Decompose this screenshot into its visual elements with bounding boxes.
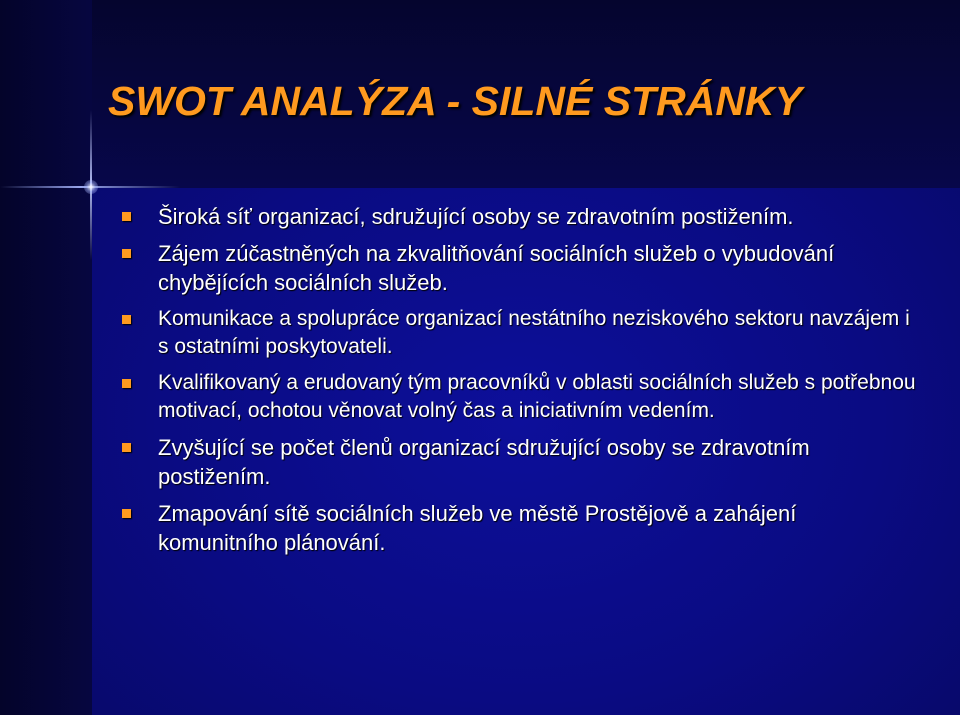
bullet-item-6	[122, 499, 922, 557]
bullet-item-3	[122, 305, 922, 361]
bullet-list	[122, 202, 922, 565]
square-bullet-icon	[122, 249, 131, 258]
square-bullet-icon	[122, 509, 131, 518]
bullet-item-5	[122, 433, 922, 491]
bullet-text: Kvalifikovaný a erudovaný tým pracovníků v oblasti sociálních služeb s potřebnou motivací, ochotou věnovat volný čas a iniciativním vedením.	[158, 371, 916, 422]
bullet-text: Zmapování sítě sociálních služeb ve městě Prostějově a zahájení komunitního plánování.	[158, 501, 797, 555]
sparkle-star-icon	[84, 180, 98, 194]
square-bullet-icon	[122, 315, 131, 324]
bullet-item-4	[122, 369, 922, 425]
slide-left-band	[0, 0, 92, 715]
bullet-text: Zvyšující se počet členů organizací sdružující osoby se zdravotním postižením.	[158, 435, 810, 489]
bullet-text: Komunikace a spolupráce organizací nestátního neziskového sektoru navzájem i s ostatními poskytovateli.	[158, 307, 910, 358]
bullet-item-1	[122, 202, 922, 231]
square-bullet-icon	[122, 212, 131, 221]
square-bullet-icon	[122, 379, 131, 388]
bullet-item-2	[122, 239, 922, 297]
square-bullet-icon	[122, 443, 131, 452]
bullet-text: Zájem zúčastněných na zkvalitňování sociálních služeb o vybudování chybějících sociálních služeb.	[158, 241, 835, 295]
bullet-text: Široká síť organizací, sdružující osoby se zdravotním postižením.	[158, 204, 794, 229]
slide-title: SWOT ANALÝZA - SILNÉ STRÁNKY	[108, 78, 802, 124]
